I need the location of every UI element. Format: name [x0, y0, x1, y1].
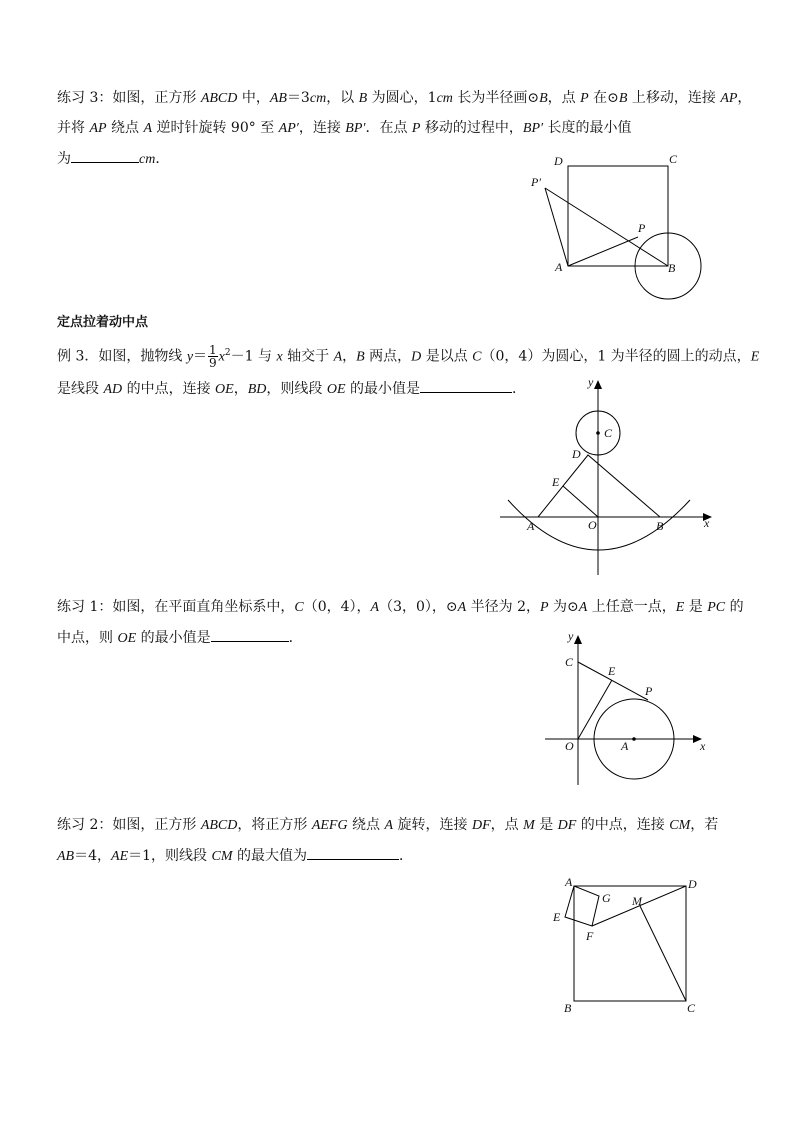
example3-line2: 是线段 AD 的中点，连接 OE，BD，则线段 OE 的最小值是 ．	[57, 378, 526, 400]
ex2-label-M: M	[632, 894, 642, 908]
ex2-line2: AB＝4，AE＝1，则线段 CM 的最大值为 ．	[57, 845, 413, 867]
ex3-label-A: A	[555, 260, 563, 274]
ex3-label-P1: P′	[531, 175, 541, 189]
ex1-line2: 中点，则 OE 的最小值是 ．	[57, 627, 303, 649]
ex3-label-C: C	[669, 152, 678, 166]
ex-label-C: C	[604, 426, 613, 440]
ex1-label-x: x	[700, 739, 706, 753]
ex1-label-C: C	[565, 655, 574, 669]
ex1-label-O: O	[565, 739, 574, 753]
ex2-label-D: D	[688, 877, 697, 891]
ex-label-x: x	[704, 516, 710, 530]
section-title: 定点拉着动中点	[57, 315, 149, 330]
ex-label-D: D	[572, 447, 581, 461]
ex1-label-E: E	[608, 664, 616, 678]
ex-label-B: B	[656, 519, 664, 533]
ex2-label-E: E	[553, 910, 561, 924]
ex2-label-C: C	[687, 1001, 696, 1015]
ex1-label-A: A	[621, 739, 629, 753]
ex3-label-P: P	[638, 221, 646, 235]
fraction: $\frac{1}{9}$	[209, 343, 217, 371]
ex-label-A: A	[527, 519, 535, 533]
ex2-label-A: A	[565, 875, 573, 889]
ex-label-E: E	[552, 475, 560, 489]
ex1-line1: 练习 1：如图，在平面直角坐标系中，C（0，4），A（3，0），⊙A 半径为 2，P 为⊙A 上任意一点，E 是 PC 的	[57, 599, 744, 615]
ex2-label-G: G	[602, 891, 611, 905]
ex2-label-B: B	[564, 1001, 572, 1015]
ex-label-y: y	[588, 375, 594, 389]
ex2-label-F: F	[586, 929, 594, 943]
ex3-line2: 并将 AP 绕点 A 逆时针旋转 90° 至 AP′，连接 BP′．在点 P 移动的过程中，BP′ 长度的最小值	[57, 120, 632, 136]
ex3-label-B: B	[668, 261, 676, 275]
ex3-line1: 练习 3：如图，正方形 ABCD 中，AB＝3cm，以 B 为圆心，1cm 长为半径画⊙B，点 P 在⊙B 上移动，连接 AP，	[57, 90, 752, 106]
ex3-label-D: D	[554, 154, 563, 168]
ex3-line3: 为 cm．	[57, 148, 169, 170]
ex1-label-y: y	[568, 629, 574, 643]
example3-line1: 例 3．如图，抛物线 y＝ $\frac{1}{9}$ $x^2-1$ 与 x 轴交于 A，B 两点，D 是以点 C（0，4）为圆心，1 为半径的圆上的动点，E	[57, 343, 760, 371]
ex1-label-P: P	[645, 684, 653, 698]
ex2-line1: 练习 2：如图，正方形 ABCD，将正方形 AEFG 绕点 A 旋转，连接 DF，点 M 是 DF 的中点，连接 CM，若	[57, 817, 719, 833]
ex-label-O: O	[588, 518, 597, 532]
